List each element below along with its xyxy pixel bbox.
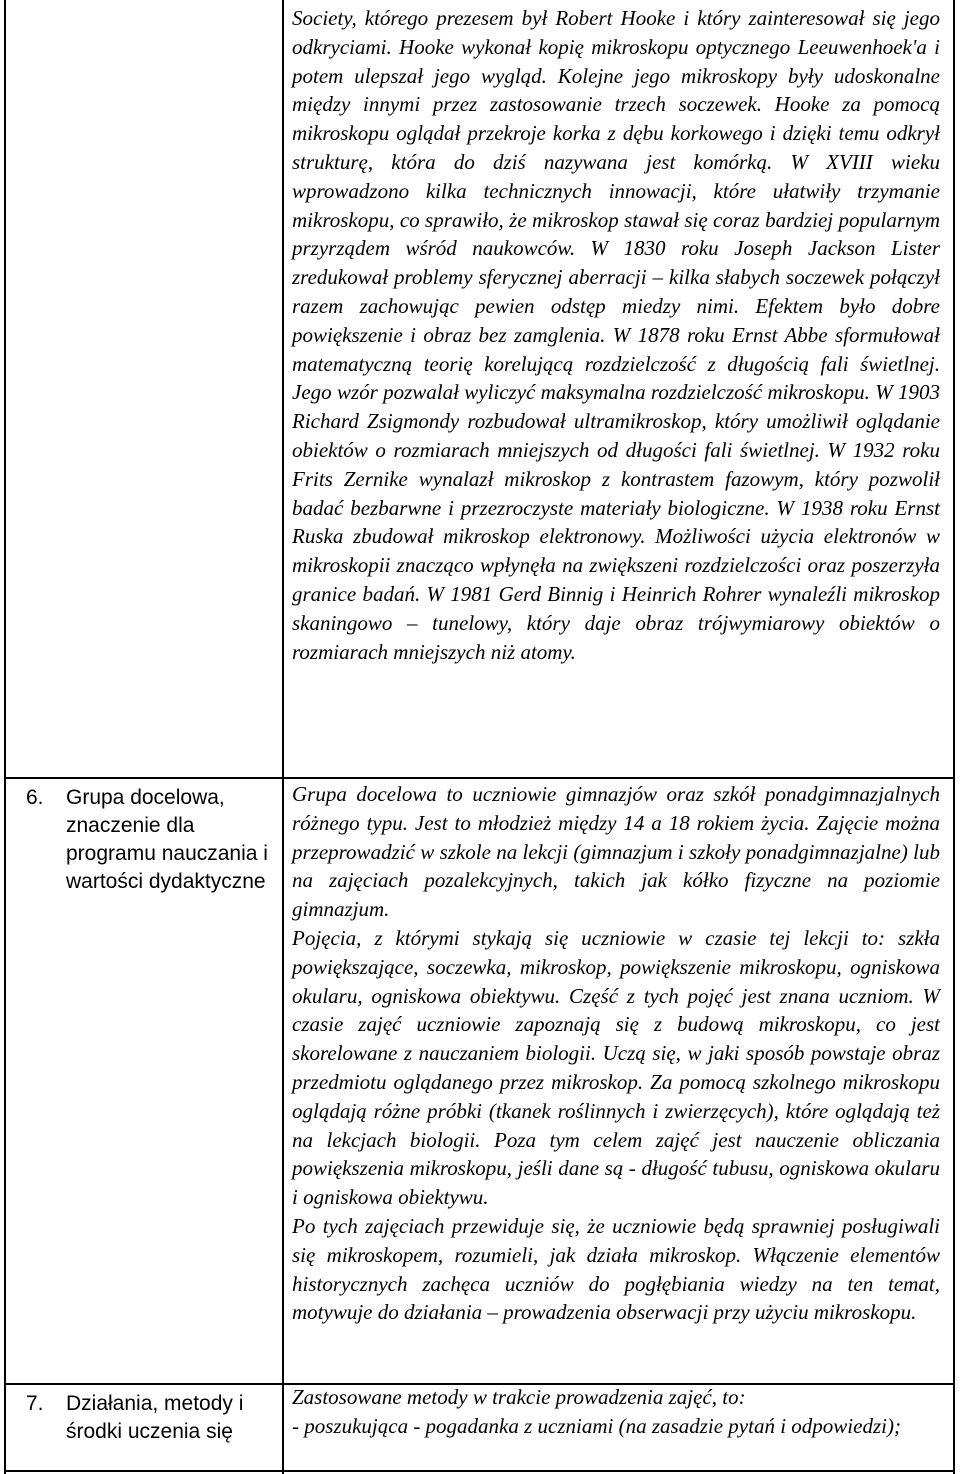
row-6-label-cell <box>26 784 271 896</box>
outcomes-paragraph: Po tych zajęciach przewiduje się, że uczniowie będą sprawniej posługiwali się mikroskopem, rozumieli, jak działa mikroskop. Włączenie elementów historycznych zachęca uczniów do pogłębiania wiedzy na ten temat, motywuje do działania – prowadzenia obserwacji przy użyciu mikroskopu. <box>292 1213 940 1325</box>
methods-list-item: - poszukująca - pogadanka z uczniami (na zasadzie pytań i odpowiedzi); <box>292 1413 901 1438</box>
table-column-divider <box>282 0 284 1474</box>
methods-cell <box>292 1383 940 1441</box>
history-cell <box>292 4 940 666</box>
row-number: 7. <box>26 1392 44 1415</box>
history-paragraph: Society, którego prezesem był Robert Hooke i który zainteresował się jego odkryciami. Hooke wykonał kopię mikroskopu optycznego Leeuwenhoek'a i potem ulepszał jego wygląd. Kolejne jego mikroskopy były udoskonalne między innymi przez zastosowanie trzech soczewek. Hooke za pomocą mikroskopu oglądał przekroje korka z dębu korkowego i dzięki temu odkrył strukturę, która do dziś nazywana jest komórką. W XVIII wieku wprowadzono kilka technicznych innowacji, które ułatwiły trzymanie mikroskopu, co sprawiło, że mikroskop stawał się coraz bardziej popularnym przyrządem wśród naukowców. W 1830 roku Joseph Jackson Lister zredukował problemy sferycznej aberracji – kilka słabych soczewek połączył razem zachowując pewien odstęp miedzy nimi. Efektem było dobre powiększenie i obraz bez zamglenia. W 1878 roku Ernst Abbe sformułował matematyczną teorię korelującą rozdzielczość z długością fali świetlnej. Jego wzór pozwalał wyliczyć maksymalna rozdzielczość mikroskopu. W 1903 Richard Zsigmondy rozbudował ultramikroskop, który umożliwił oglądanie obiektów o rozmiarach mniejszych od długości fali świetlnej. W 1932 roku Frits Zernike wynalazł mikroskop z kontrastem fazowym, który pozwolił badać bezbarwne i przezroczyste materiały biologiczne. W 1938 roku Ernst Ruska zbudował mikroskop elektronowy. Możliwości użycia elektronów w mikroskopii znacząco wpłynęła na zwiększeni rozdzielczości oraz poszerzyła granice badań. W 1981 Gerd Binnig i Heinrich Rohrer wynaleźli mikroskop skaningowo – tunelowy, który daje obraz trójwymiarowy obiektów o rozmiarach mniejszych niż atomy. <box>292 6 940 664</box>
row-number: 6. <box>26 786 44 809</box>
table-border-bottom <box>4 1470 955 1472</box>
methods-intro: Zastosowane metody w trakcie prowadzenia zajęć, to: <box>292 1385 746 1409</box>
row-label: Grupa docelowa, znaczenie dla programu nauczania i wartości dydaktyczne <box>66 786 268 893</box>
row-label: Działania, metody i środki uczenia się <box>66 1392 244 1443</box>
concepts-paragraph: Pojęcia, z którymi stykają się uczniowie w czasie tej lekcji to: szkła powiększające, soczewka, mikroskop, powiększenie mikroskopu, ogniskowa okularu, ogniskowa obiektywu. Część z tych pojęć jest znana uczniom. W czasie zajęć uczniowie zapoznają się z budową mikroskopu, co jest skorelowane z nauczaniem biologii. Uczą się, w jaki sposób powstaje obraz przedmiotu oglądanego przez mikroskop. Za pomocą szkolnego mikroskopu oglądają różne próbki (tkanek roślinnych i zwierzęcych), które oglądają też na lekcjach biologii. Poza tym celem zajęć jest nauczenie obliczania powiększenia mikroskopu, jeśli dane są - długość tubusu, ogniskowa okularu i ogniskowa obiektywu. <box>292 925 940 1210</box>
table-row-divider <box>4 777 955 779</box>
table-border-right <box>953 0 955 1474</box>
table-border-left <box>4 0 6 1474</box>
target-group-cell <box>292 780 940 1327</box>
target-group-paragraph: Grupa docelowa to uczniowie gimnazjów oraz szkół ponadgimnazjalnych różnego typu. Jest to młodzież między 14 a 18 rokiem życia. Zajęcie można przeprowadzić w szkole na lekcji (gimnazjum i szkoły ponadgimnazjalne) lub na zajęciach pozalekcyjnych, takich jak kółko fizyczne na poziomie gimnazjum. <box>292 782 940 922</box>
row-7-label-cell <box>26 1390 271 1446</box>
